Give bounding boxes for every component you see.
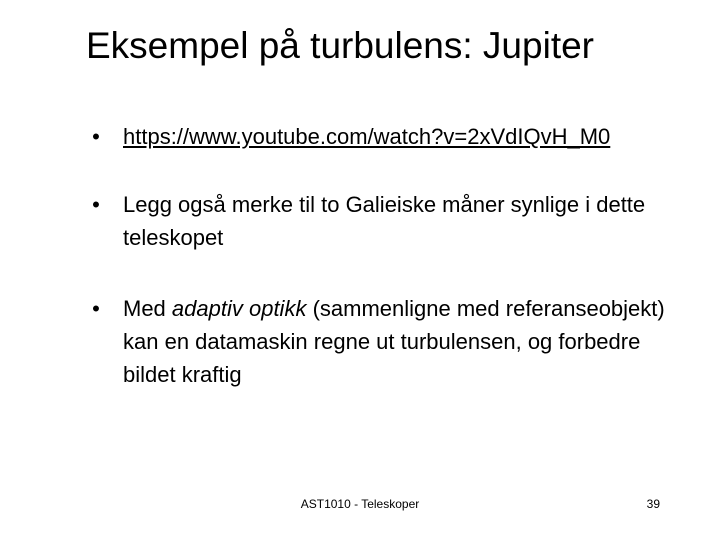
bullet-emphasis: adaptiv optikk <box>171 296 307 321</box>
footer-text: AST1010 - Teleskoper <box>300 497 420 511</box>
bullet-item-link <box>86 120 666 153</box>
bullet-text-before: Med <box>123 296 172 321</box>
bullet-dot-icon: • <box>92 296 100 321</box>
slide-title: Eksempel på turbulens: Jupiter <box>86 25 594 66</box>
bullet-text-after: (sammenligne med referanseobjekt) kan en datamaskin regne ut turbulensen, og forbedre bildet kraftig <box>123 296 665 387</box>
bullet-dot-icon: • <box>92 192 100 217</box>
youtube-link[interactable]: https://www.youtube.com/watch?v=2xVdIQvH_M0 <box>123 124 611 149</box>
bullet-item-moons <box>86 188 666 254</box>
bullet-item-adaptive-optics <box>86 292 666 391</box>
bullet-dot-icon: • <box>92 124 100 149</box>
bullet-text: Legg også merke til to Galieiske måner synlige i dette teleskopet <box>123 192 646 250</box>
page-number: 39 <box>646 497 660 511</box>
bullet-list <box>86 120 666 391</box>
